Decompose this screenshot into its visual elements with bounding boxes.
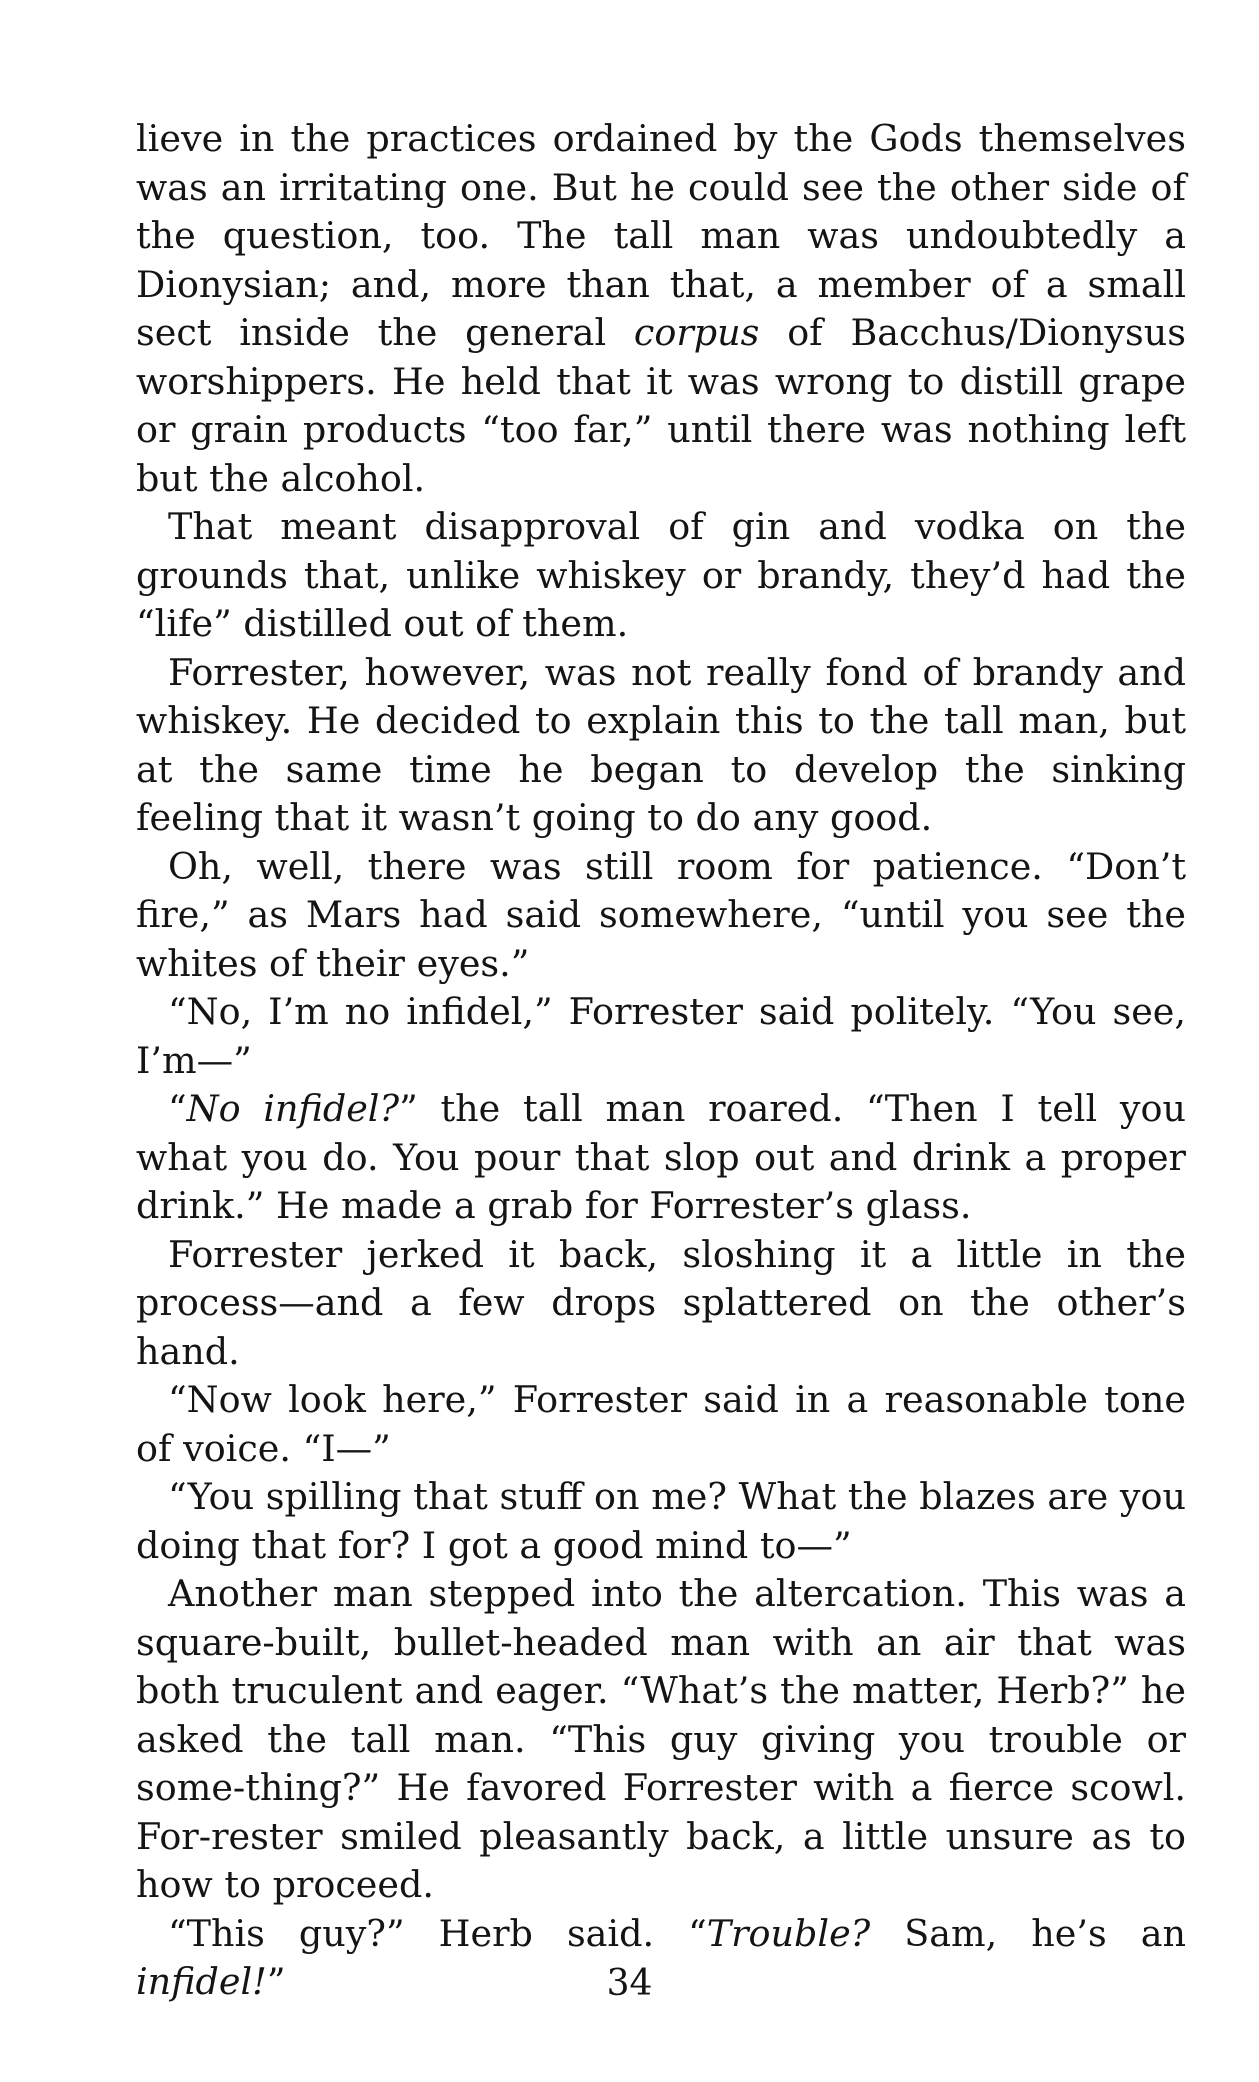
paragraph xyxy=(136,843,1186,989)
italic-text: Trouble? xyxy=(706,1911,871,1955)
text-run: “ xyxy=(168,1087,187,1130)
paragraph xyxy=(136,1085,1186,1231)
italic-text: corpus xyxy=(633,311,760,354)
paragraph xyxy=(136,649,1186,843)
text-run: lieve in the practices ordained by the Gods themselves was an irritating one. But he could see the other side of the question, too. The tall man was undoubtedly a Dionysian; and, more than that, a member of a small sect inside the general xyxy=(136,117,1186,354)
text-run: “No, I’m no infidel,” Forrester said politely. “You see, I’m—” xyxy=(136,990,1186,1082)
text-run: That meant disapproval of gin and vodka on the grounds that, unlike whiskey or brandy, they’d had the “life” distilled out of them. xyxy=(136,505,1186,645)
paragraph xyxy=(136,503,1186,649)
text-run: Forrester, however, was not really fond of brandy and whiskey. He decided to explain this to the tall man, but at the same time he began to develop the sinking feeling that it wasn’t going to do any good. xyxy=(136,650,1186,839)
paragraph xyxy=(136,115,1186,503)
text-run: “Now look here,” Forrester said in a reasonable tone of voice. “I—” xyxy=(136,1378,1186,1470)
paragraph xyxy=(136,1231,1186,1377)
book-page-text xyxy=(136,115,1186,2007)
text-run: Sam, he’s an xyxy=(870,1911,1186,1955)
text-run: Forrester jerked it back, sloshing it a little in the process—and a few drops splattered on the other’s hand. xyxy=(136,1232,1186,1373)
italic-text: infidel! xyxy=(136,1960,267,2003)
text-run: ” xyxy=(266,1960,286,2003)
text-run: “You spilling that stuff on me? What the blazes are you doing that for? I got a good mind to—” xyxy=(136,1475,1186,1567)
text-run: Another man stepped into the altercation. This was a square-built, bullet-headed man with an air that was both truculent and eager. “What’s the matter, Herb?” he asked the tall man. “This guy giving you trouble or some-thing?” He favored Forrester with a fierce scowl. For-rester smiled pleasantly back, a little unsure as to how to proceed. xyxy=(136,1572,1186,1906)
text-run: Oh, well, there was still room for patience. “Don’t fire,” as Mars had said somewhere, “until you see the whites of their eyes.” xyxy=(136,844,1186,985)
paragraph xyxy=(136,1473,1186,1570)
page-number: 34 xyxy=(606,1963,653,2004)
text-run: ” the tall man roared. “Then I tell you what you do. You pour that slop out and drink a proper drink.” He made a grab for Forrester’s glass. xyxy=(136,1087,1186,1227)
italic-text: No infidel? xyxy=(186,1087,400,1130)
text-run: of Bacchus/Dionysus worshippers. He held that it was wrong to distill grape or grain products “too far,” until there was nothing left but the alcohol. xyxy=(136,311,1186,500)
text-run: “This guy?” Herb said. “ xyxy=(168,1911,707,1955)
paragraph xyxy=(136,1376,1186,1473)
paragraph xyxy=(136,988,1186,1085)
paragraph xyxy=(136,1570,1186,1910)
